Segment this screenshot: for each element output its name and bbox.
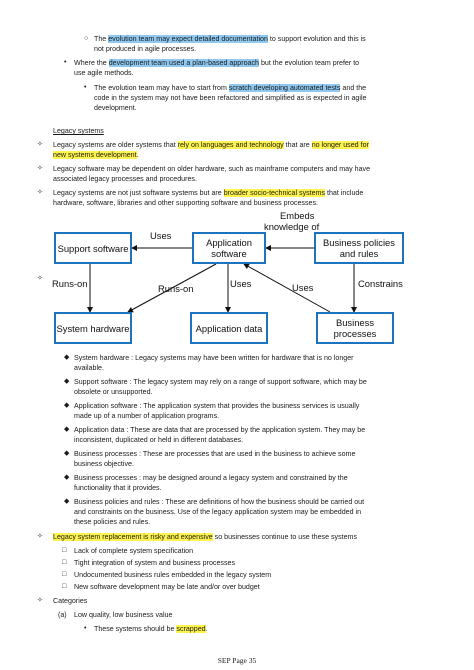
checkbox-bullet-icon: □ bbox=[62, 571, 67, 578]
box-application-data bbox=[190, 312, 268, 344]
diamond-bullet-icon: ✧ bbox=[37, 165, 43, 172]
checkbox-bullet-icon: □ bbox=[62, 559, 67, 566]
bullet-icon: • bbox=[64, 59, 67, 66]
section-title: Legacy systems bbox=[53, 127, 104, 135]
diamond-solid-icon: ◆ bbox=[64, 474, 70, 481]
diamond-solid-icon: ◆ bbox=[64, 354, 70, 361]
box-label: Business processes bbox=[333, 317, 377, 339]
box-system-hardware bbox=[54, 312, 132, 344]
diamond-solid-icon: ◆ bbox=[64, 426, 70, 433]
diamond-solid-icon: ◆ bbox=[64, 498, 70, 505]
diamond-bullet-icon: ✧ bbox=[37, 275, 43, 282]
risk-item-1: Lack of complete system specification bbox=[74, 547, 194, 555]
label-runs-on-mid: Runs-on bbox=[158, 283, 194, 294]
page-footer: SEP Page 35 bbox=[217, 656, 257, 665]
component-6-line2: functionality that it provides. bbox=[74, 484, 162, 492]
evolution-point-3-line1: The evolution team may have to start from scratch developing automated tests and the bbox=[94, 84, 367, 92]
evolution-point-2-line2: use agile methods. bbox=[74, 69, 134, 77]
box-label: Support software bbox=[57, 242, 129, 254]
legacy-point-1-line2: new systems development. bbox=[53, 151, 139, 159]
diamond-solid-icon: ◆ bbox=[64, 378, 70, 385]
checkbox-bullet-icon: □ bbox=[62, 583, 67, 590]
diamond-bullet-icon: ✧ bbox=[37, 597, 43, 604]
diamond-bullet-icon: ✧ bbox=[37, 189, 43, 196]
categories-title: Categories bbox=[53, 597, 88, 605]
component-1-line1: System hardware : Legacy systems may have been written for hardware that is no longer bbox=[74, 354, 354, 362]
evolution-point-3-line3: development. bbox=[94, 104, 137, 112]
box-label: Application software bbox=[206, 237, 252, 259]
label-uses-right: Uses bbox=[292, 282, 314, 293]
replacement-point: Legacy system replacement is risky and expensive so businesses continue to use these systems bbox=[53, 533, 358, 541]
risk-item-2: Tight integration of system and business processes bbox=[74, 559, 236, 567]
legacy-point-2-line1: Legacy software may be dependent on older hardware, such as mainframe computers and may have bbox=[53, 165, 371, 173]
legacy-point-1-line1: Legacy systems are older systems that rely on languages and technology that are no longer used for bbox=[53, 141, 369, 149]
box-label: System hardware bbox=[56, 322, 130, 334]
category-a-text: Low quality, low business value bbox=[74, 611, 173, 619]
evolution-point-1-line1: The evolution team may expect detailed documentation to support evolution and this is bbox=[94, 35, 366, 43]
component-7-line1: Business policies and rules : These are definitions of how the business should be carried out bbox=[74, 498, 365, 506]
component-7-line3: these policies and rules. bbox=[74, 518, 151, 526]
component-2-line2: obsolete or unsupported. bbox=[74, 388, 153, 396]
arrow-processes-to-app bbox=[244, 264, 330, 312]
diamond-solid-icon: ◆ bbox=[64, 450, 70, 457]
box-business-processes bbox=[316, 312, 394, 344]
label-embeds: Embeds bbox=[280, 210, 315, 221]
box-business-policies bbox=[314, 232, 404, 264]
legacy-point-3-line2: hardware, software, libraries and other supporting software and business processes. bbox=[53, 199, 318, 207]
label-constrains: Constrains bbox=[358, 278, 403, 289]
label-uses-mid: Uses bbox=[230, 278, 252, 289]
label-uses-top: Uses bbox=[150, 230, 172, 241]
label-knowledge-of: knowledge of bbox=[264, 221, 320, 232]
legacy-system-diagram bbox=[40, 208, 440, 348]
box-support-software bbox=[54, 232, 132, 264]
box-application-software bbox=[192, 232, 266, 264]
legacy-point-3-line1: Legacy systems are not just software systems but are broader socio-technical systems that include bbox=[53, 189, 364, 197]
circle-bullet-icon: ○ bbox=[84, 35, 89, 42]
evolution-point-2-line1: Where the development team used a plan-based approach but the evolution team prefer to bbox=[74, 59, 360, 67]
diamond-solid-icon: ◆ bbox=[64, 402, 70, 409]
component-4-line1: Application data : These are data that are processed by the application system. They may be bbox=[74, 426, 366, 434]
risk-item-4: New software development may be late and/or over budget bbox=[74, 583, 260, 591]
box-label: Business policies and rules bbox=[323, 237, 395, 259]
component-5-line1: Business processes : These are processes that are used in the business to achieve some bbox=[74, 450, 356, 458]
component-3-line1: Application software : The application system that provides the business services is usually bbox=[74, 402, 360, 410]
category-a-sub: These systems should be scrapped. bbox=[94, 625, 208, 633]
category-a-label: (a) bbox=[58, 611, 67, 619]
component-2-line1: Support software : The legacy system may rely on a range of support software, which may be bbox=[74, 378, 367, 386]
legacy-point-2-line2: associated legacy processes and procedures. bbox=[53, 175, 197, 183]
risk-item-3: Undocumented business rules embedded in the legacy system bbox=[74, 571, 272, 579]
label-runs-on-left: Runs-on bbox=[52, 278, 88, 289]
diamond-bullet-icon: ✧ bbox=[37, 141, 43, 148]
component-4-line2: inconsistent, duplicated or held in different databases. bbox=[74, 436, 244, 444]
bullet-icon: • bbox=[84, 84, 87, 91]
component-5-line2: business objective. bbox=[74, 460, 134, 468]
evolution-point-3-line2: code in the system may not have been refactored and simplified as is expected in agile bbox=[94, 94, 367, 102]
diamond-bullet-icon: ✧ bbox=[37, 533, 43, 540]
bullet-icon: • bbox=[84, 625, 87, 632]
component-7-line2: and constraints on the business. Use of the legacy application system may be embedded in bbox=[74, 508, 362, 516]
box-label: Application data bbox=[195, 322, 263, 334]
evolution-point-1-line2: not produced in agile processes. bbox=[94, 45, 197, 53]
component-6-line1: Business processes : may be designed around a legacy system and constrained by the bbox=[74, 474, 348, 482]
checkbox-bullet-icon: □ bbox=[62, 547, 67, 554]
component-1-line2: available. bbox=[74, 364, 104, 372]
component-3-line2: made up of a number of application programs. bbox=[74, 412, 220, 420]
